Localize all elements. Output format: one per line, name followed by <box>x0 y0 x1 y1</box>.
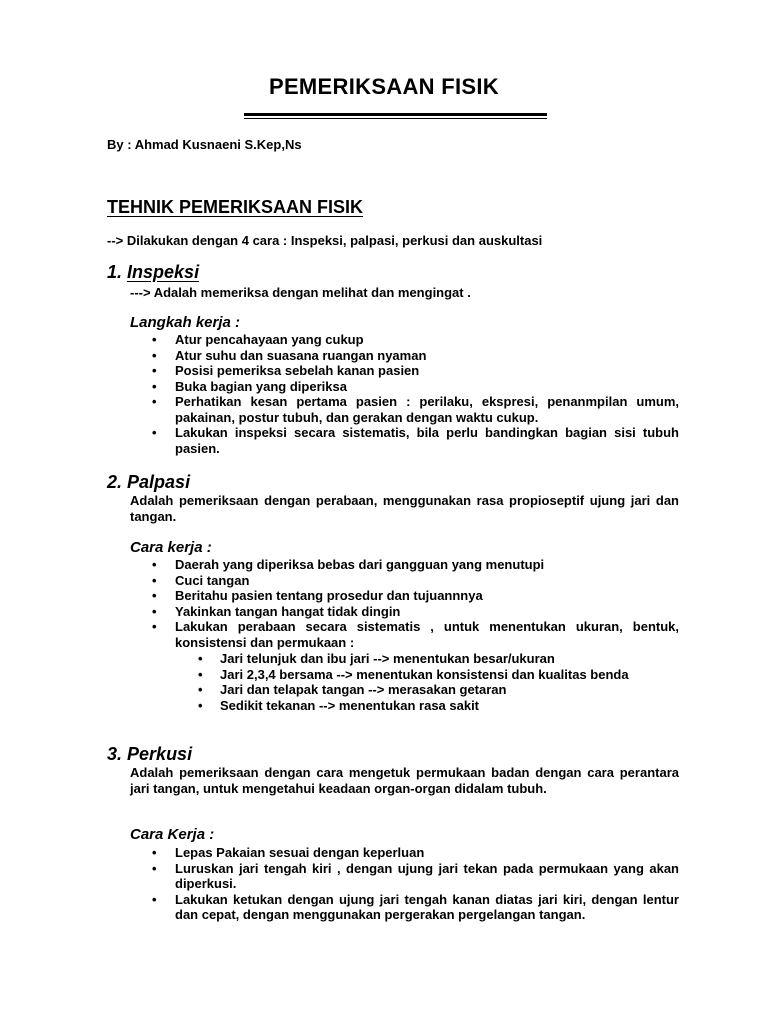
list-item: • Jari telunjuk dan ibu jari --> menentukan besar/ukuran <box>196 651 679 667</box>
document-title: PEMERIKSAAN FISIK <box>268 74 499 99</box>
list-item: • Luruskan jari tengah kiri , dengan ujung jari tekan pada permukaan yang akan diperkusi. <box>130 861 679 892</box>
list-item: • Jari 2,3,4 bersama --> menentukan konsistensi dan kualitas benda <box>196 667 679 683</box>
section-heading-inspeksi <box>107 262 199 283</box>
list-item: • Atur suhu dan suasana ruangan nyaman <box>130 348 679 364</box>
list-item: • Buka bagian yang diperiksa <box>130 379 679 395</box>
list-item: • Cuci tangan <box>130 573 679 589</box>
section-heading-palpasi <box>107 472 190 493</box>
list-item: • Lakukan ketukan dengan ujung jari tengah kanan diatas jari kiri, dengan lentur dan cepat, dengan menggunakan pergerakan pergelangan tangan. <box>130 892 679 923</box>
main-heading: TEHNIK PEMERIKSAAN FISIK <box>107 197 364 217</box>
perkusi-subheading: Cara Kerja : <box>130 826 215 843</box>
list-item: • Jari dan telapak tangan --> merasakan getaran <box>196 682 679 698</box>
list-item: • Sedikit tekanan --> menentukan rasa sakit <box>196 698 679 714</box>
palpasi-sub-steps-list <box>196 651 679 713</box>
title-underline-thick <box>244 113 547 116</box>
perkusi-steps-list <box>130 845 679 923</box>
section-title: Palpasi <box>127 472 191 492</box>
list-item: • Daerah yang diperiksa bebas dari gangguan yang menutupi <box>130 557 679 573</box>
title-underline-thin <box>244 118 547 119</box>
section-title: Perkusi <box>127 744 193 764</box>
section-number: 3. <box>107 744 123 764</box>
inspeksi-subheading: Langkah kerja : <box>130 314 241 331</box>
palpasi-definition: Adalah pemeriksaan dengan perabaan, menggunakan rasa propioseptif ujung jari dan tangan. <box>130 493 679 524</box>
perkusi-definition: Adalah pemeriksaan dengan cara mengetuk permukaan badan dengan cara perantara jari tangan, untuk mengetahui keadaan organ-organ didalam tubuh. <box>130 765 679 796</box>
list-item: • Lakukan perabaan secara sistematis , untuk menentukan ukuran, bentuk, konsistensi dan permukaan : <box>130 619 679 650</box>
list-item: • Lakukan inspeksi secara sistematis, bila perlu bandingkan bagian sisi tubuh pasien. <box>130 425 679 456</box>
list-item: • Beritahu pasien tentang prosedur dan tujuannnya <box>130 588 679 604</box>
palpasi-steps-list <box>130 557 679 650</box>
list-item: • Yakinkan tangan hangat tidak dingin <box>130 604 679 620</box>
section-heading-perkusi <box>107 744 192 765</box>
intro-text: --> Dilakukan dengan 4 cara : Inspeksi, palpasi, perkusi dan auskultasi <box>107 233 543 248</box>
inspeksi-definition: ---> Adalah memeriksa dengan melihat dan mengingat . <box>130 285 471 300</box>
section-number: 2. <box>107 472 123 492</box>
section-title: Inspeksi <box>127 262 200 282</box>
author-line: By : Ahmad Kusnaeni S.Kep,Ns <box>107 137 302 152</box>
list-item: • Lepas Pakaian sesuai dengan keperluan <box>130 845 679 861</box>
inspeksi-steps-list <box>130 332 679 456</box>
list-item: • Perhatikan kesan pertama pasien : perilaku, ekspresi, penanmpilan umum, pakainan, postur tubuh, dan gerakan dengan waktu cukup. <box>130 394 679 425</box>
palpasi-subheading: Cara kerja : <box>130 539 212 556</box>
list-item: • Atur pencahayaan yang cukup <box>130 332 679 348</box>
list-item: • Posisi pemeriksa sebelah kanan pasien <box>130 363 679 379</box>
section-number: 1. <box>107 262 123 282</box>
